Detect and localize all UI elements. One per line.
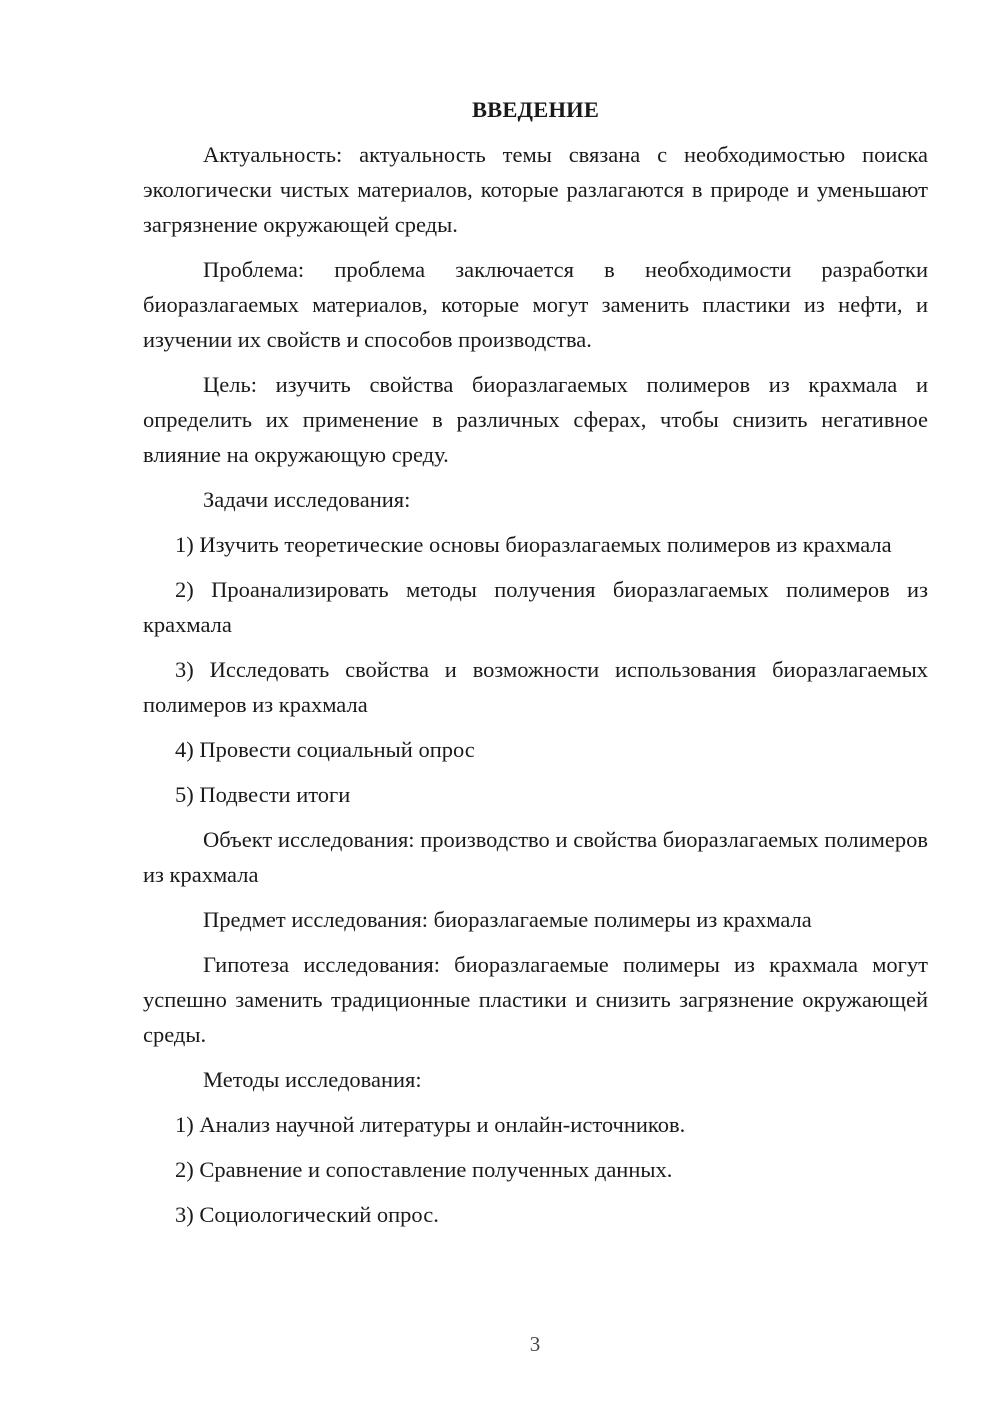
methods-heading: Методы исследования: [203, 1067, 422, 1092]
method-item-3: 3) Социологический опрос. [175, 1202, 439, 1227]
task-item-3: 3) Исследовать свойства и возможности использования биоразлагаемых полимеров из крахмала [143, 657, 928, 717]
task-item-4: 4) Провести социальный опрос [175, 737, 475, 762]
object-paragraph: Объект исследования: производство и свойства биоразлагаемых полимеров из крахмала [143, 827, 928, 887]
section-title: ВВЕДЕНИЕ [471, 97, 600, 122]
relevance-paragraph: Актуальность: актуальность темы связана с необходимостью поиска экологически чистых материалов, которые разлагаются в природе и уменьшают загрязнение окружающей среды. [143, 142, 928, 237]
method-item-2: 2) Сравнение и сопоставление полученных данных. [175, 1157, 673, 1182]
tasks-heading: Задачи исследования: [203, 487, 411, 512]
problem-paragraph: Проблема: проблема заключается в необходимости разработки биоразлагаемых материалов, которые могут заменить пластики из нефти, и изучении их свойств и способов производства. [143, 257, 928, 352]
method-item-1: 1) Анализ научной литературы и онлайн-источников. [175, 1112, 686, 1137]
page-number: 3 [529, 1332, 541, 1356]
hypothesis-paragraph: Гипотеза исследования: биоразлагаемые полимеры из крахмала могут успешно заменить традиционные пластики и снизить загрязнение окружающей среды. [143, 952, 928, 1047]
document-page [143, 92, 928, 1242]
task-item-2: 2) Проанализировать методы получения биоразлагаемых полимеров из крахмала [143, 577, 928, 637]
task-item-5: 5) Подвести итоги [175, 782, 351, 807]
goal-paragraph: Цель: изучить свойства биоразлагаемых полимеров из крахмала и определить их применение в различных сферах, чтобы снизить негативное влияние на окружающую среду. [143, 372, 928, 467]
subject-paragraph: Предмет исследования: биоразлагаемые полимеры из крахмала [203, 907, 812, 932]
task-item-1: 1) Изучить теоретические основы биоразлагаемых полимеров из крахмала [175, 532, 892, 557]
